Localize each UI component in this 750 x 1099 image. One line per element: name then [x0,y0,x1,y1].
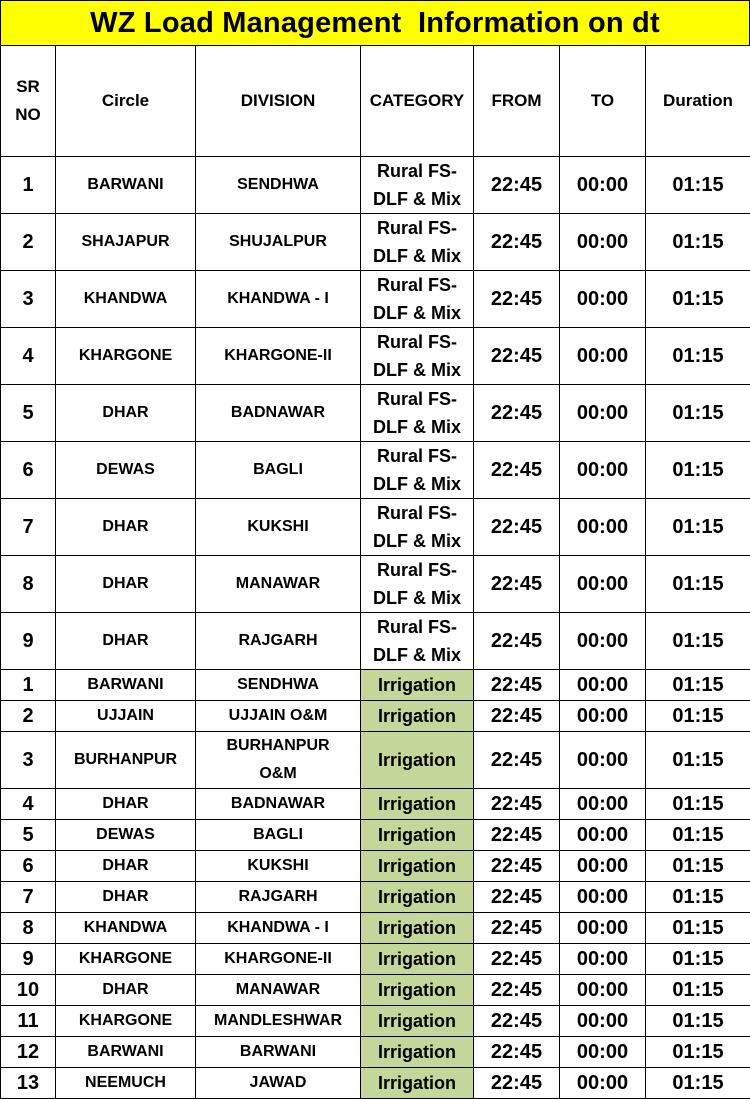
cell-duration: 01:15 [646,328,750,385]
sheet-title: WZ Load Management Information on dt [0,0,750,46]
table-row [1,944,750,975]
cell-to: 00:00 [560,851,646,882]
cell-sr-no: 13 [1,1068,56,1099]
cell-category: Irrigation [361,670,474,701]
cell-circle: DHAR [56,851,196,882]
cell-circle: KHANDWA [56,271,196,328]
cell-from: 22:45 [474,499,560,556]
cell-category: Rural FS-DLF & Mix [361,328,474,385]
table-row [1,157,750,214]
cell-to: 00:00 [560,385,646,442]
cell-category: Irrigation [361,732,474,789]
cell-sr-no: 7 [1,499,56,556]
cell-sr-no: 6 [1,442,56,499]
cell-to: 00:00 [560,701,646,732]
cell-duration: 01:15 [646,944,750,975]
cell-from: 22:45 [474,1068,560,1099]
cell-category: Irrigation [361,913,474,944]
cell-sr-no: 7 [1,882,56,913]
cell-sr-no: 2 [1,214,56,271]
cell-duration: 01:15 [646,670,750,701]
cell-from: 22:45 [474,944,560,975]
cell-from: 22:45 [474,670,560,701]
table-row [1,556,750,613]
table-row [1,670,750,701]
cell-from: 22:45 [474,913,560,944]
cell-category: Rural FS-DLF & Mix [361,157,474,214]
cell-circle: UJJAIN [56,701,196,732]
table-row [1,214,750,271]
cell-duration: 01:15 [646,214,750,271]
cell-duration: 01:15 [646,1006,750,1037]
header-sr-no: SR NO [1,46,56,157]
cell-category: Irrigation [361,944,474,975]
table-row [1,442,750,499]
cell-duration: 01:15 [646,851,750,882]
cell-sr-no: 5 [1,820,56,851]
cell-duration: 01:15 [646,1068,750,1099]
cell-category: Rural FS-DLF & Mix [361,556,474,613]
cell-circle: NEEMUCH [56,1068,196,1099]
cell-sr-no: 11 [1,1006,56,1037]
cell-category: Irrigation [361,882,474,913]
cell-circle: KHARGONE [56,944,196,975]
cell-category: Irrigation [361,820,474,851]
cell-sr-no: 2 [1,701,56,732]
cell-from: 22:45 [474,214,560,271]
cell-sr-no: 8 [1,913,56,944]
cell-sr-no: 5 [1,385,56,442]
cell-from: 22:45 [474,271,560,328]
cell-from: 22:45 [474,1006,560,1037]
cell-to: 00:00 [560,271,646,328]
cell-division: SENDHWA [196,670,361,701]
cell-to: 00:00 [560,1006,646,1037]
cell-duration: 01:15 [646,732,750,789]
cell-category: Irrigation [361,851,474,882]
cell-from: 22:45 [474,882,560,913]
cell-circle: DHAR [56,499,196,556]
cell-category: Rural FS-DLF & Mix [361,499,474,556]
cell-from: 22:45 [474,328,560,385]
cell-to: 00:00 [560,556,646,613]
cell-duration: 01:15 [646,385,750,442]
cell-circle: DHAR [56,789,196,820]
cell-category: Irrigation [361,789,474,820]
cell-duration: 01:15 [646,882,750,913]
cell-from: 22:45 [474,1037,560,1068]
cell-duration: 01:15 [646,157,750,214]
cell-division: SENDHWA [196,157,361,214]
cell-from: 22:45 [474,851,560,882]
table-row [1,913,750,944]
cell-from: 22:45 [474,157,560,214]
cell-category: Irrigation [361,1068,474,1099]
cell-division: BARWANI [196,1037,361,1068]
cell-to: 00:00 [560,442,646,499]
cell-to: 00:00 [560,613,646,670]
cell-sr-no: 3 [1,271,56,328]
cell-to: 00:00 [560,1037,646,1068]
cell-duration: 01:15 [646,442,750,499]
cell-duration: 01:15 [646,975,750,1006]
header-circle: Circle [56,46,196,157]
cell-division: KUKSHI [196,499,361,556]
table-row [1,882,750,913]
cell-duration: 01:15 [646,913,750,944]
cell-sr-no: 12 [1,1037,56,1068]
header-duration: Duration [646,46,750,157]
table-row [1,328,750,385]
cell-division: BURHANPUR O&M [196,732,361,789]
cell-to: 00:00 [560,214,646,271]
table-row [1,851,750,882]
cell-category: Rural FS-DLF & Mix [361,385,474,442]
cell-sr-no: 1 [1,670,56,701]
cell-to: 00:00 [560,732,646,789]
cell-category: Rural FS-DLF & Mix [361,271,474,328]
cell-category: Rural FS-DLF & Mix [361,214,474,271]
cell-circle: DEWAS [56,442,196,499]
cell-circle: SHAJAPUR [56,214,196,271]
table-row [1,975,750,1006]
cell-to: 00:00 [560,1068,646,1099]
cell-duration: 01:15 [646,1037,750,1068]
table-row [1,271,750,328]
cell-circle: KHANDWA [56,913,196,944]
table-row [1,820,750,851]
table-row [1,789,750,820]
cell-to: 00:00 [560,670,646,701]
cell-sr-no: 10 [1,975,56,1006]
table-row [1,701,750,732]
cell-from: 22:45 [474,820,560,851]
cell-division: BADNAWAR [196,789,361,820]
table-row [1,499,750,556]
cell-division: BAGLI [196,442,361,499]
cell-sr-no: 4 [1,328,56,385]
cell-circle: KHARGONE [56,1006,196,1037]
cell-circle: BARWANI [56,1037,196,1068]
cell-circle: DHAR [56,556,196,613]
header-category: CATEGORY [361,46,474,157]
cell-from: 22:45 [474,789,560,820]
cell-circle: BURHANPUR [56,732,196,789]
cell-circle: DHAR [56,613,196,670]
cell-division: JAWAD [196,1068,361,1099]
cell-sr-no: 8 [1,556,56,613]
cell-sr-no: 3 [1,732,56,789]
cell-duration: 01:15 [646,499,750,556]
cell-to: 00:00 [560,157,646,214]
table-row [1,732,750,789]
cell-division: BADNAWAR [196,385,361,442]
cell-circle: KHARGONE [56,328,196,385]
cell-to: 00:00 [560,789,646,820]
cell-sr-no: 1 [1,157,56,214]
cell-circle: DEWAS [56,820,196,851]
cell-category: Rural FS-DLF & Mix [361,442,474,499]
cell-from: 22:45 [474,701,560,732]
cell-to: 00:00 [560,820,646,851]
table-row [1,385,750,442]
table-row [1,1037,750,1068]
header-division: DIVISION [196,46,361,157]
cell-duration: 01:15 [646,701,750,732]
cell-duration: 01:15 [646,820,750,851]
cell-division: UJJAIN O&M [196,701,361,732]
cell-to: 00:00 [560,882,646,913]
header-row [1,46,750,157]
cell-from: 22:45 [474,385,560,442]
cell-division: MANAWAR [196,556,361,613]
cell-category: Irrigation [361,975,474,1006]
header-from: FROM [474,46,560,157]
cell-division: RAJGARH [196,613,361,670]
table-body [1,157,750,1099]
cell-from: 22:45 [474,442,560,499]
cell-to: 00:00 [560,499,646,556]
cell-from: 22:45 [474,556,560,613]
cell-circle: DHAR [56,975,196,1006]
cell-division: BAGLI [196,820,361,851]
cell-category: Irrigation [361,1006,474,1037]
cell-division: RAJGARH [196,882,361,913]
cell-circle: BARWANI [56,670,196,701]
cell-to: 00:00 [560,913,646,944]
cell-division: KHANDWA - I [196,271,361,328]
cell-division: MANAWAR [196,975,361,1006]
cell-duration: 01:15 [646,556,750,613]
cell-division: KUKSHI [196,851,361,882]
table-row [1,1006,750,1037]
cell-duration: 01:15 [646,613,750,670]
cell-sr-no: 4 [1,789,56,820]
cell-division: KHANDWA - I [196,913,361,944]
cell-sr-no: 6 [1,851,56,882]
cell-sr-no: 9 [1,944,56,975]
load-management-table [0,45,750,1099]
cell-division: KHARGONE-II [196,944,361,975]
cell-division: MANDLESHWAR [196,1006,361,1037]
header-to: TO [560,46,646,157]
cell-division: SHUJALPUR [196,214,361,271]
cell-from: 22:45 [474,613,560,670]
table-row [1,613,750,670]
cell-circle: DHAR [56,882,196,913]
cell-duration: 01:15 [646,271,750,328]
table-row [1,1068,750,1099]
cell-from: 22:45 [474,975,560,1006]
cell-circle: BARWANI [56,157,196,214]
cell-category: Irrigation [361,1037,474,1068]
cell-to: 00:00 [560,944,646,975]
cell-from: 22:45 [474,732,560,789]
cell-division: KHARGONE-II [196,328,361,385]
cell-category: Rural FS-DLF & Mix [361,613,474,670]
cell-sr-no: 9 [1,613,56,670]
cell-circle: DHAR [56,385,196,442]
cell-duration: 01:15 [646,789,750,820]
cell-category: Irrigation [361,701,474,732]
cell-to: 00:00 [560,975,646,1006]
cell-to: 00:00 [560,328,646,385]
